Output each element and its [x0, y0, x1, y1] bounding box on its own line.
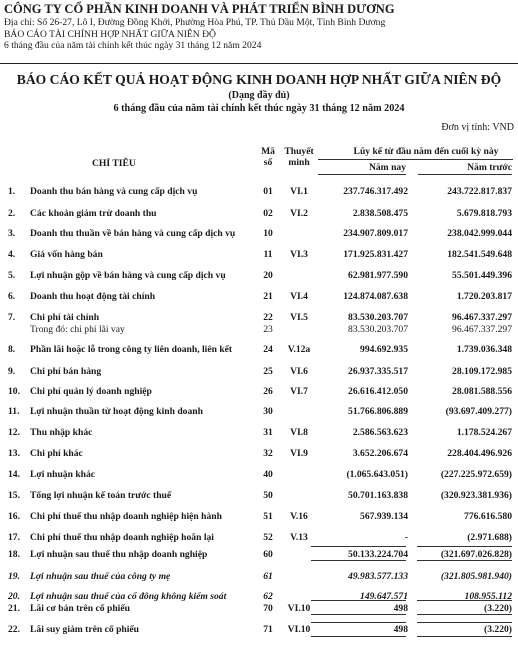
row-current-value: 83.530.203.707	[348, 312, 408, 323]
row-number: 2.	[8, 208, 16, 219]
row-label: Lãi suy giảm trên cổ phiếu	[30, 624, 140, 635]
row-note: VI.4	[290, 291, 308, 302]
row-current-value: 567.939.134	[360, 511, 408, 522]
report-type: BÁO CÁO TÀI CHÍNH HỢP NHẤT GIỮA NIÊN ĐỘ	[4, 28, 216, 40]
report-title: BÁO CÁO KẾT QUẢ HOẠT ĐỘNG KINH DOANH HỢP NHẤT GIỮA NIÊN ĐỘ	[16, 72, 502, 87]
row-previous-value: 55.501.449.396	[452, 270, 512, 281]
table-row	[0, 344, 518, 357]
row-code: 60	[263, 549, 273, 560]
row-previous-value: (3.220)	[484, 603, 512, 614]
row-current-value: 83.530.203.707	[348, 324, 408, 335]
row-label: Chi phí tài chính	[30, 312, 100, 323]
row-previous-value: 5.679.818.793	[456, 208, 512, 219]
row-number: 8.	[8, 344, 16, 355]
row-previous-value: 238.042.999.044	[447, 228, 512, 239]
row22-current-topline	[311, 622, 406, 623]
row-code: 24	[263, 344, 273, 355]
row-note: VI.8	[290, 427, 308, 438]
row-code: 10	[263, 228, 273, 239]
row-previous-value: (2.971.688)	[467, 532, 512, 543]
row-current-value: 171.925.831.427	[343, 249, 408, 260]
row-number: 21.	[8, 603, 20, 614]
table-row	[0, 571, 518, 584]
row-label: Chi phí thuế thu nhập doanh nghiệp hiện hành	[30, 511, 222, 522]
row-code: 23	[263, 324, 273, 335]
row-number: 13.	[8, 448, 20, 459]
row-label: Chi phí khác	[30, 448, 83, 459]
row-note: VI.10	[287, 603, 311, 614]
row-note: VI.1	[290, 186, 308, 197]
column-header-note	[281, 146, 317, 168]
row-code: 52	[263, 532, 273, 543]
row-code: 30	[263, 406, 273, 417]
row-number: 15.	[8, 490, 20, 501]
row-note: VI.10	[287, 624, 311, 635]
header-divider	[0, 63, 518, 64]
table-row	[0, 448, 518, 461]
row-note: VI.2	[290, 208, 308, 219]
row-label: Giá vốn hàng bán	[30, 249, 103, 260]
row-previous-value: 182.541.549.648	[447, 249, 512, 260]
table-row	[0, 427, 518, 440]
row-current-value: (1.065.643.051)	[346, 469, 408, 480]
row-current-value: 124.874.087.638	[343, 291, 408, 302]
table-row	[0, 366, 518, 379]
row-code: 61	[263, 571, 273, 582]
row18-current-topline	[311, 546, 406, 547]
row-previous-value: 776.616.580	[464, 511, 512, 522]
row-number: 9.	[8, 366, 16, 377]
report-subtitle: (Dạng đầy đủ)	[228, 90, 290, 101]
row-previous-value: 108.955.112	[464, 591, 512, 602]
row-label: Doanh thu thuần về bán hàng và cung cấp dịch vụ	[30, 228, 236, 239]
table-row	[0, 249, 518, 262]
row-label: Lợi nhuận thuần từ hoạt động kinh doanh	[30, 406, 203, 417]
row-label: Các khoản giảm trừ doanh thu	[30, 208, 157, 219]
row-number: 19.	[8, 571, 20, 582]
row-label: Phần lãi hoặc lỗ trong công ty liên doanh, liên kết	[30, 344, 233, 355]
report-period: 6 tháng đầu của năm tài chính kết thúc ngày 31 tháng 12 năm 2024	[4, 40, 262, 51]
row-note: VI.5	[290, 312, 308, 323]
row21-previous-bottomline	[417, 614, 512, 615]
row-current-value: 237.746.317.492	[343, 186, 408, 197]
row-number: 5.	[8, 270, 16, 281]
row-number: 22.	[8, 624, 20, 635]
row-current-value: 49.983.577.133	[348, 571, 408, 582]
row-previous-value: 1.178.524.267	[456, 427, 512, 438]
table-row	[0, 324, 518, 337]
row-number: 1.	[8, 186, 16, 197]
row-previous-value: 96.467.337.297	[452, 324, 512, 335]
row-note: VI.6	[290, 366, 308, 377]
row-label: Chi phí quản lý doanh nghiệp	[30, 386, 152, 397]
row-note: V.13	[290, 532, 308, 543]
row-current-value: 498	[393, 624, 408, 635]
row-previous-value: 28.109.172.985	[452, 366, 512, 377]
row-code: 26	[263, 386, 273, 397]
row-previous-value: 243.722.817.837	[447, 186, 512, 197]
row22-current-bottomline	[311, 636, 406, 637]
row-code: 31	[263, 427, 273, 438]
row-note: VI.7	[290, 386, 308, 397]
table-row	[0, 406, 518, 419]
row-label: Lợi nhuận sau thuế của công ty mẹ	[30, 571, 171, 582]
table-row	[0, 291, 518, 304]
table-row	[0, 228, 518, 241]
row-current-value: 50.701.163.838	[348, 490, 408, 501]
row-code: 11	[263, 249, 273, 260]
row-code: 25	[263, 366, 273, 377]
row-label: Lợi nhuận khác	[30, 469, 96, 480]
row-previous-value: (321.697.026.828)	[440, 549, 512, 560]
row18-previous-topline	[417, 546, 512, 547]
row-code: 22	[263, 312, 273, 323]
row-current-value: 234.907.809.017	[343, 228, 408, 239]
row-number: 7.	[8, 312, 16, 323]
row-number: 18.	[8, 549, 20, 560]
row-number: 3.	[8, 228, 16, 239]
row-code: 62	[263, 591, 273, 602]
row21-current-line	[311, 600, 406, 601]
row-code: 70	[263, 603, 273, 614]
row-label: Lợi nhuận sau thuế của cổ đông không kiểm soát	[30, 591, 227, 602]
company-address: Địa chỉ: Số 26-27, Lô I, Đường Đồng Khởi, Phường Hòa Phú, TP. Thủ Dầu Một, Tỉnh Bình Dương	[4, 17, 386, 28]
row-code: 51	[263, 511, 273, 522]
row-previous-value: (320.923.381.936)	[440, 490, 512, 501]
row-label: Chi phí thuế thu nhập doanh nghiệp hoãn lại	[30, 532, 214, 543]
row-number: 11.	[8, 406, 20, 417]
row-number: 20.	[8, 591, 20, 602]
table-row	[0, 186, 518, 199]
row-label: Doanh thu bán hàng và cung cấp dịch vụ	[30, 186, 198, 197]
row-number: 14.	[8, 469, 20, 480]
row-code: 21	[263, 291, 273, 302]
row-code: 32	[263, 448, 273, 459]
row-current-value: 51.766.806.889	[348, 406, 408, 417]
row-previous-value: (321.805.981.940)	[440, 571, 512, 582]
column-header-previous: Năm trước	[467, 162, 512, 173]
table-row	[0, 532, 518, 545]
row-current-value: 2.586.563.623	[352, 427, 408, 438]
group-header-rule	[318, 159, 513, 160]
row21-previous-line	[417, 600, 512, 601]
column-header-group: Lũy kế từ đầu năm đến cuối kỳ này	[353, 146, 499, 157]
row-label: Trong đó: chi phí lãi vay	[30, 324, 125, 335]
company-name: CÔNG TY CỔ PHẦN KINH DOANH VÀ PHÁT TRIỂN BÌNH DƯƠNG	[4, 2, 395, 16]
row-label: Doanh thu hoạt động tài chính	[30, 291, 156, 302]
row22-previous-topline	[417, 622, 512, 623]
row-number: 17.	[8, 532, 20, 543]
column-header-code	[254, 146, 282, 168]
row-label: Thu nhập khác	[30, 427, 93, 438]
row22-previous-bottomline	[417, 636, 512, 637]
row-label: Chi phí bán hàng	[30, 366, 102, 377]
row-current-value: -	[404, 532, 408, 543]
row-previous-value: (227.225.972.659)	[440, 469, 512, 480]
row-current-value: 149.647.571	[360, 591, 408, 602]
row-note: VI.3	[290, 249, 308, 260]
row-code: 40	[263, 469, 273, 480]
previous-header-underline	[418, 174, 512, 175]
row-code: 01	[263, 186, 273, 197]
row-note: VI.9	[290, 448, 308, 459]
row-code: 02	[263, 208, 273, 219]
row18-current-bottomline	[311, 560, 406, 561]
row-code: 71	[263, 624, 273, 635]
row-number: 16.	[8, 511, 20, 522]
row-previous-value: 228.404.496.926	[447, 448, 512, 459]
row-current-value: 2.838.508.475	[352, 208, 408, 219]
currency-unit: Đơn vị tính: VND	[441, 122, 514, 133]
column-header-note-line2: minh	[288, 157, 310, 168]
row-previous-value: (3.220)	[484, 624, 512, 635]
row18-previous-bottomline	[417, 560, 512, 561]
report-subtitle-period: 6 tháng đầu của năm tài chính kết thúc ngày 31 tháng 12 năm 2024	[113, 103, 405, 114]
row-label: Lãi cơ bản trên cổ phiếu	[30, 603, 130, 614]
row-current-value: 3.652.206.674	[352, 448, 408, 459]
row-label: Lợi nhuận gộp về bán hàng và cung cấp dịch vụ	[30, 270, 226, 281]
row-code: 20	[263, 270, 273, 281]
company-header	[4, 2, 514, 52]
row-previous-value: 1.720.203.817	[456, 291, 512, 302]
row-current-value: 50.133.224.704	[348, 549, 408, 560]
row21-current-bottomline	[311, 614, 406, 615]
current-header-underline	[318, 174, 406, 175]
row-current-value: 498	[393, 603, 408, 614]
table-row	[0, 270, 518, 283]
row-previous-value: 96.467.337.297	[452, 312, 512, 323]
row-note: V.16	[290, 511, 308, 522]
row-current-value: 62.981.977.590	[348, 270, 408, 281]
row-number: 10.	[8, 386, 20, 397]
table-row	[0, 511, 518, 524]
row-current-value: 26.937.335.517	[348, 366, 408, 377]
row-previous-value: 28.081.588.556	[452, 386, 512, 397]
column-header-code-line1: Mã	[261, 146, 275, 157]
column-header-indicator: CHỈ TIÊU	[92, 158, 136, 169]
row-number: 6.	[8, 291, 16, 302]
column-header-code-line2: số	[263, 157, 273, 168]
column-header-current: Năm nay	[368, 162, 406, 173]
row-number: 4.	[8, 249, 16, 260]
row-code: 50	[263, 490, 273, 501]
column-header-note-line1: Thuyết	[284, 146, 314, 157]
row-previous-value: (93.697.409.277)	[445, 406, 512, 417]
row-previous-value: 1.739.036.348	[456, 344, 512, 355]
table-row	[0, 490, 518, 503]
row-note: V.12a	[287, 344, 311, 355]
table-row	[0, 208, 518, 221]
row-label: Tổng lợi nhuận kế toán trước thuế	[30, 490, 172, 501]
row-number: 12.	[8, 427, 20, 438]
table-row	[0, 386, 518, 399]
table-row	[0, 469, 518, 482]
row-label: Lợi nhuận sau thuế thu nhập doanh nghiệp	[30, 549, 208, 560]
row-current-value: 994.692.935	[360, 344, 408, 355]
row-current-value: 26.616.412.050	[348, 386, 408, 397]
